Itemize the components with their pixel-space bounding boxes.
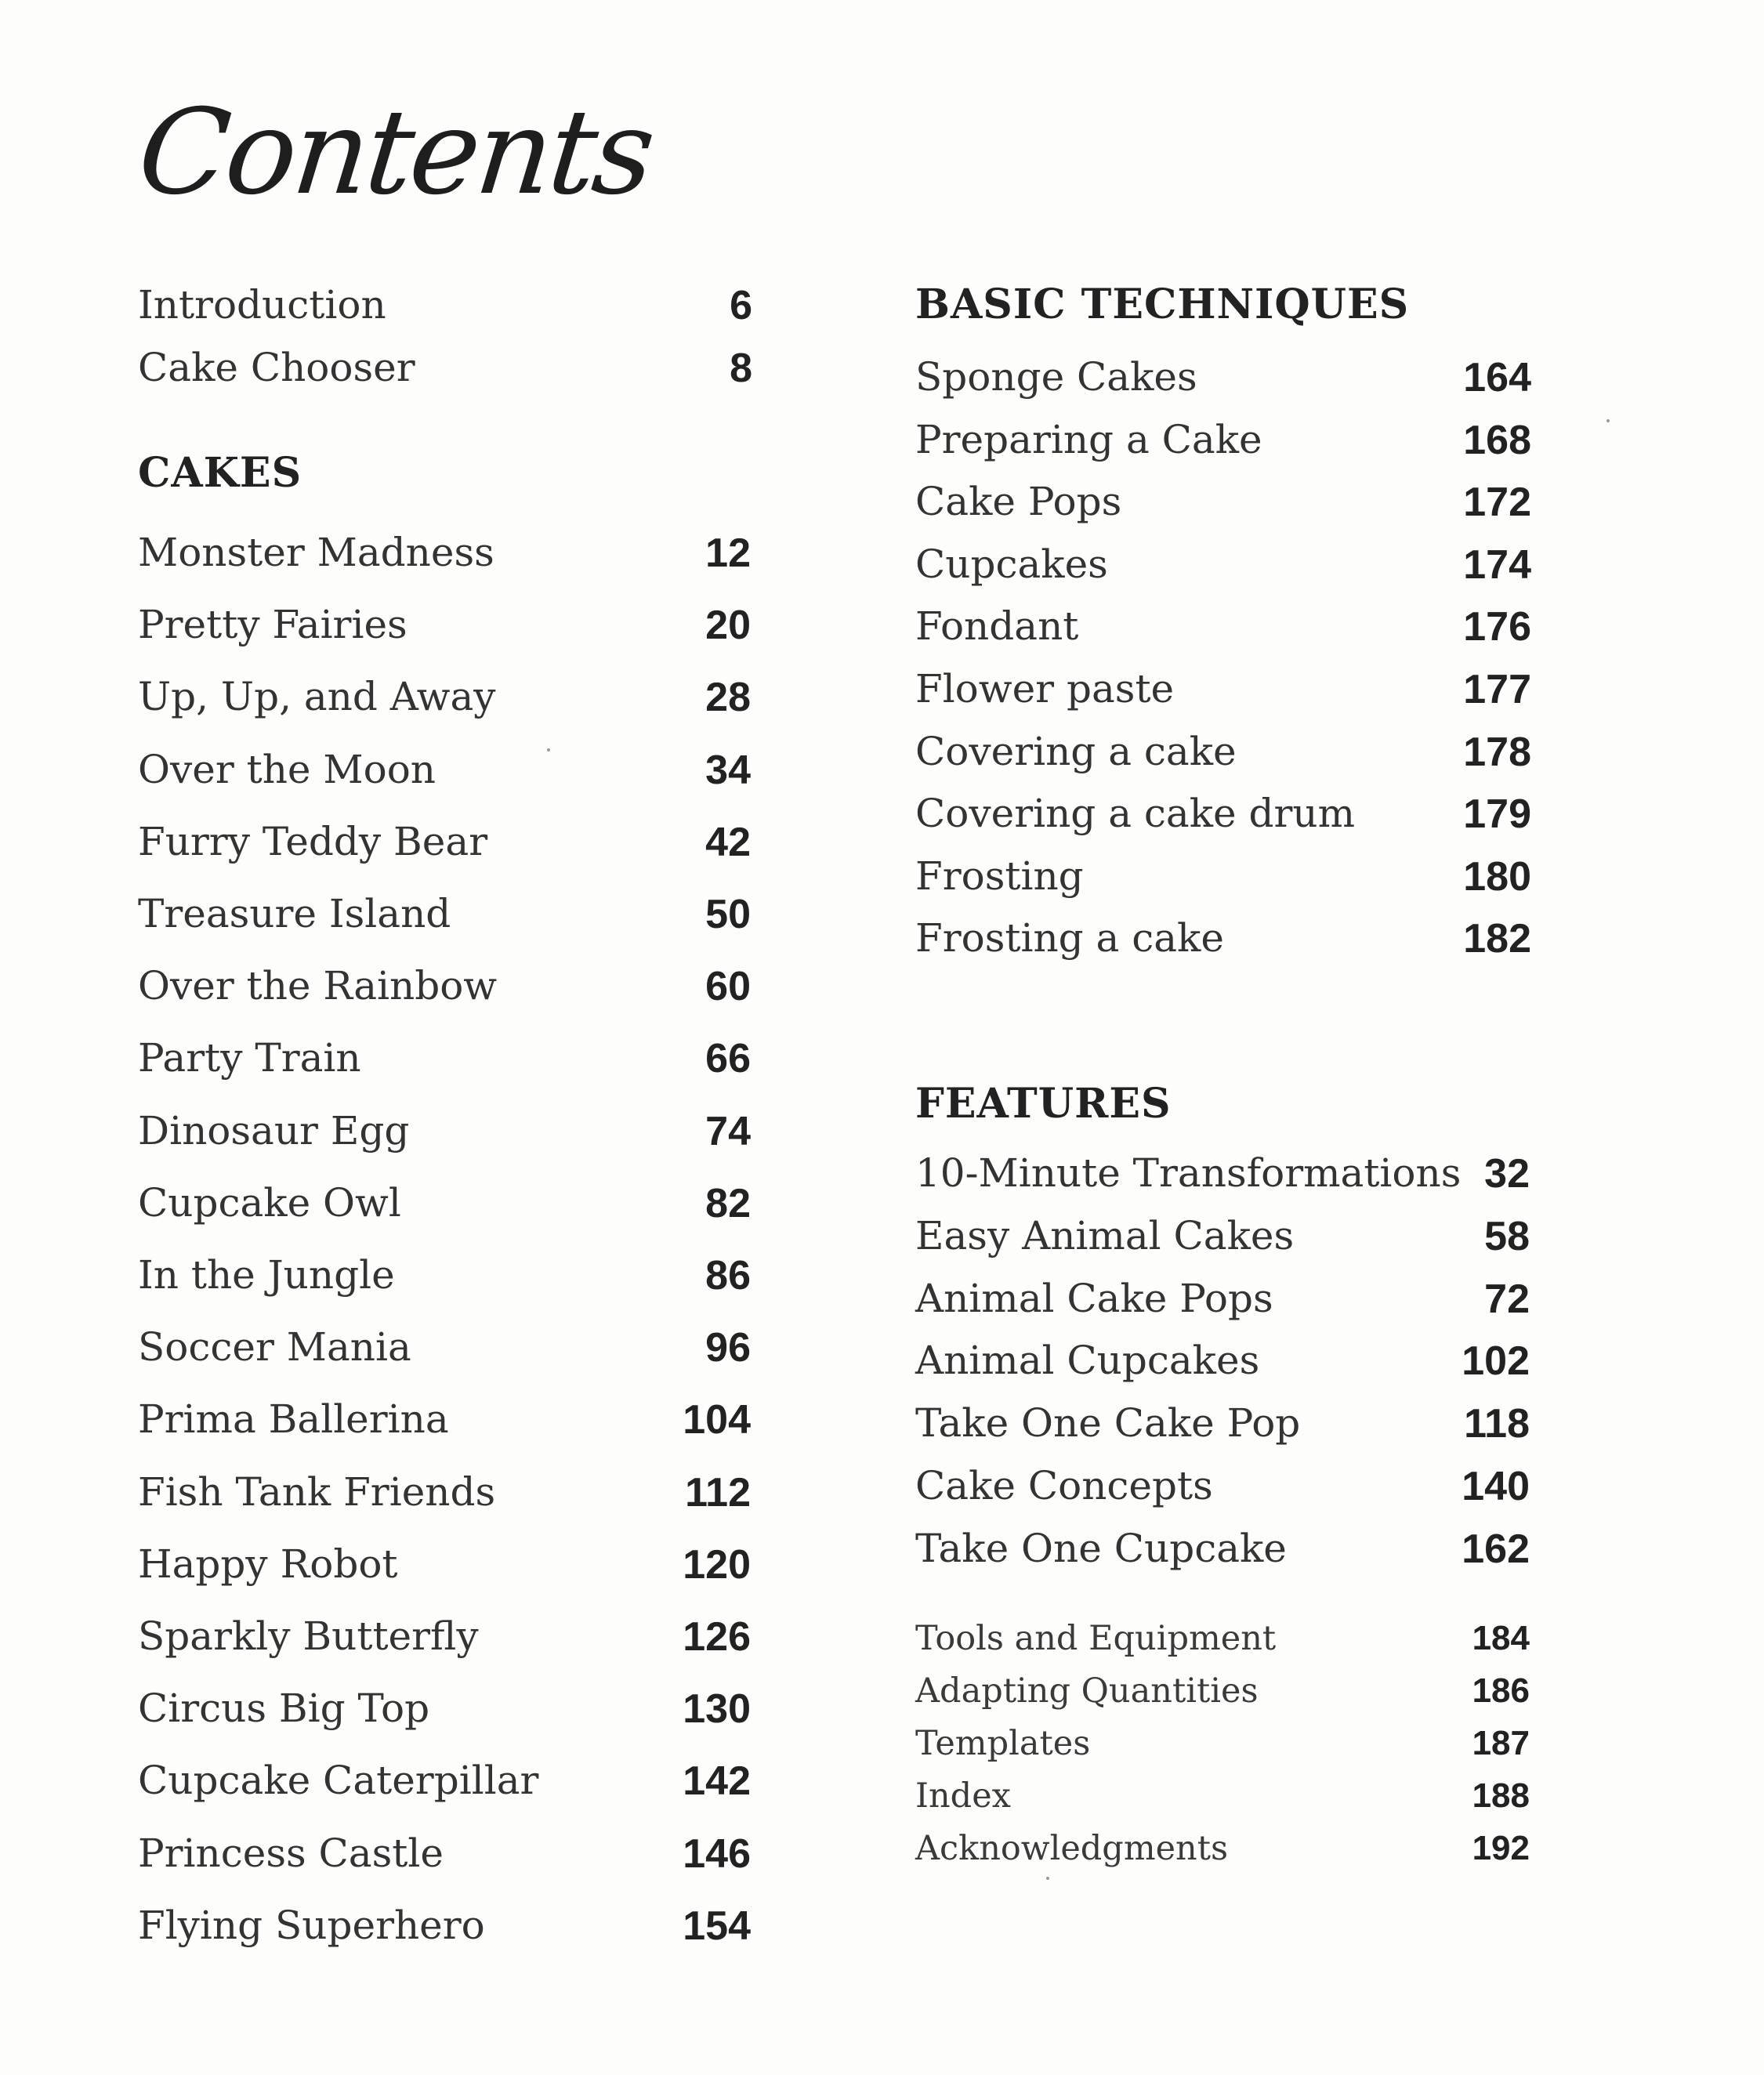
right-column bbox=[915, 0, 1542, 2075]
entry-title: Monster Madness bbox=[138, 530, 494, 575]
entry-title: Flying Superhero bbox=[138, 1902, 485, 1948]
page-number: 102 bbox=[1462, 1338, 1530, 1385]
entry-title: Cake Pops bbox=[915, 479, 1122, 525]
entry-title: Preparing a Cake bbox=[915, 416, 1262, 462]
entry-title: Cupcake Caterpillar bbox=[138, 1758, 539, 1804]
page-number: 146 bbox=[683, 1831, 751, 1877]
page-number: 104 bbox=[683, 1397, 751, 1443]
page-number: 192 bbox=[1472, 1829, 1530, 1867]
page-number: 74 bbox=[705, 1108, 751, 1154]
page-number: 172 bbox=[1463, 480, 1531, 526]
entry-title: Flower paste bbox=[915, 666, 1175, 712]
page-number: 12 bbox=[705, 531, 751, 576]
page-number: 50 bbox=[705, 892, 751, 937]
page-number: 72 bbox=[1484, 1276, 1530, 1322]
scan-speck bbox=[547, 748, 550, 751]
page-number: 179 bbox=[1463, 791, 1531, 838]
cakes-heading: CAKES bbox=[138, 449, 302, 497]
page-number: 168 bbox=[1463, 417, 1531, 463]
page-number: 178 bbox=[1463, 729, 1531, 775]
entry-title: Cupcakes bbox=[915, 541, 1108, 587]
scan-speck bbox=[1606, 419, 1610, 422]
entry-title: Furry Teddy Bear bbox=[138, 818, 488, 864]
page-number: 162 bbox=[1462, 1526, 1530, 1572]
entry-title: Frosting bbox=[915, 853, 1084, 899]
page-number: 60 bbox=[705, 964, 751, 1010]
page-number: 186 bbox=[1472, 1671, 1530, 1710]
entry-title: Sponge Cakes bbox=[915, 354, 1197, 400]
page-number: 184 bbox=[1472, 1619, 1530, 1657]
page-number: 96 bbox=[705, 1325, 751, 1371]
page-number: 130 bbox=[683, 1686, 751, 1733]
features-heading: FEATURES bbox=[915, 1080, 1172, 1128]
page-number: 182 bbox=[1463, 916, 1531, 962]
entry-title: Easy Animal Cakes bbox=[915, 1212, 1295, 1258]
page-number: 82 bbox=[705, 1180, 751, 1226]
page-number: 142 bbox=[683, 1758, 751, 1805]
entry-title: Fish Tank Friends bbox=[138, 1468, 496, 1515]
entry-title: Princess Castle bbox=[138, 1830, 444, 1876]
entry-title: In the Jungle bbox=[138, 1252, 395, 1298]
entry-title: Adapting Quantities bbox=[915, 1671, 1259, 1711]
entry-title: Introduction bbox=[138, 282, 386, 328]
page-number: 32 bbox=[1484, 1151, 1530, 1197]
entry-title: Acknowledgments bbox=[915, 1829, 1229, 1868]
entry-title: Fondant bbox=[915, 603, 1079, 650]
page-number: 42 bbox=[705, 819, 751, 865]
entry-title: Frosting a cake bbox=[915, 915, 1224, 961]
scan-speck bbox=[1046, 1877, 1049, 1880]
basic-techniques-heading: BASIC TECHNIQUES bbox=[915, 281, 1410, 328]
entry-title: Take One Cupcake bbox=[915, 1525, 1287, 1571]
entry-title: Treasure Island bbox=[138, 891, 451, 936]
entry-title: Index bbox=[915, 1776, 1011, 1816]
entry-title: Pretty Fairies bbox=[138, 602, 407, 648]
page-number: 66 bbox=[705, 1036, 751, 1082]
page-number: 140 bbox=[1462, 1464, 1530, 1509]
page-number: 6 bbox=[730, 283, 752, 328]
page-number: 8 bbox=[730, 346, 752, 391]
page-number: 58 bbox=[1484, 1213, 1530, 1259]
entry-title: Dinosaur Egg bbox=[138, 1107, 410, 1153]
entry-title: Cupcake Owl bbox=[138, 1179, 401, 1226]
page-number: 118 bbox=[1464, 1401, 1530, 1447]
page-number: 154 bbox=[683, 1903, 751, 1949]
entry-title: Covering a cake bbox=[915, 728, 1237, 774]
page-number: 180 bbox=[1463, 853, 1531, 900]
entry-title: Over the Rainbow bbox=[138, 963, 498, 1009]
page-title: Contents bbox=[132, 85, 658, 221]
page-number: 187 bbox=[1472, 1724, 1530, 1762]
entry-title: Sparkly Butterfly bbox=[138, 1613, 479, 1659]
page-number: 28 bbox=[705, 675, 751, 721]
page-number: 174 bbox=[1463, 541, 1531, 588]
left-column bbox=[138, 0, 757, 2075]
page-number: 34 bbox=[705, 747, 751, 793]
entry-title: 10-Minute Transformations bbox=[915, 1150, 1462, 1196]
entry-title: Party Train bbox=[138, 1035, 361, 1081]
page-number: 188 bbox=[1472, 1776, 1530, 1815]
entry-title: Prima Ballerina bbox=[138, 1396, 449, 1443]
entry-title: Soccer Mania bbox=[138, 1324, 411, 1371]
entry-title: Tools and Equipment bbox=[915, 1619, 1277, 1658]
page-number: 164 bbox=[1463, 355, 1531, 400]
entry-title: Over the Moon bbox=[138, 746, 436, 792]
entry-title: Cake Chooser bbox=[138, 345, 415, 390]
page-number: 120 bbox=[683, 1541, 751, 1588]
entry-title: Happy Robot bbox=[138, 1541, 398, 1587]
page-number: 20 bbox=[705, 603, 751, 649]
entry-title: Cake Concepts bbox=[915, 1463, 1213, 1508]
page-number: 112 bbox=[685, 1469, 751, 1516]
page-number: 86 bbox=[705, 1253, 751, 1298]
page-number: 126 bbox=[683, 1614, 751, 1660]
entry-title: Covering a cake drum bbox=[915, 791, 1356, 837]
page-number: 177 bbox=[1463, 667, 1531, 712]
entry-title: Up, Up, and Away bbox=[138, 674, 496, 720]
entry-title: Animal Cupcakes bbox=[915, 1338, 1260, 1384]
entry-title: Animal Cake Pops bbox=[915, 1275, 1273, 1321]
entry-title: Circus Big Top bbox=[138, 1686, 430, 1732]
entry-title: Take One Cake Pop bbox=[915, 1400, 1301, 1447]
page-number: 176 bbox=[1463, 604, 1531, 650]
entry-title: Templates bbox=[915, 1724, 1091, 1763]
